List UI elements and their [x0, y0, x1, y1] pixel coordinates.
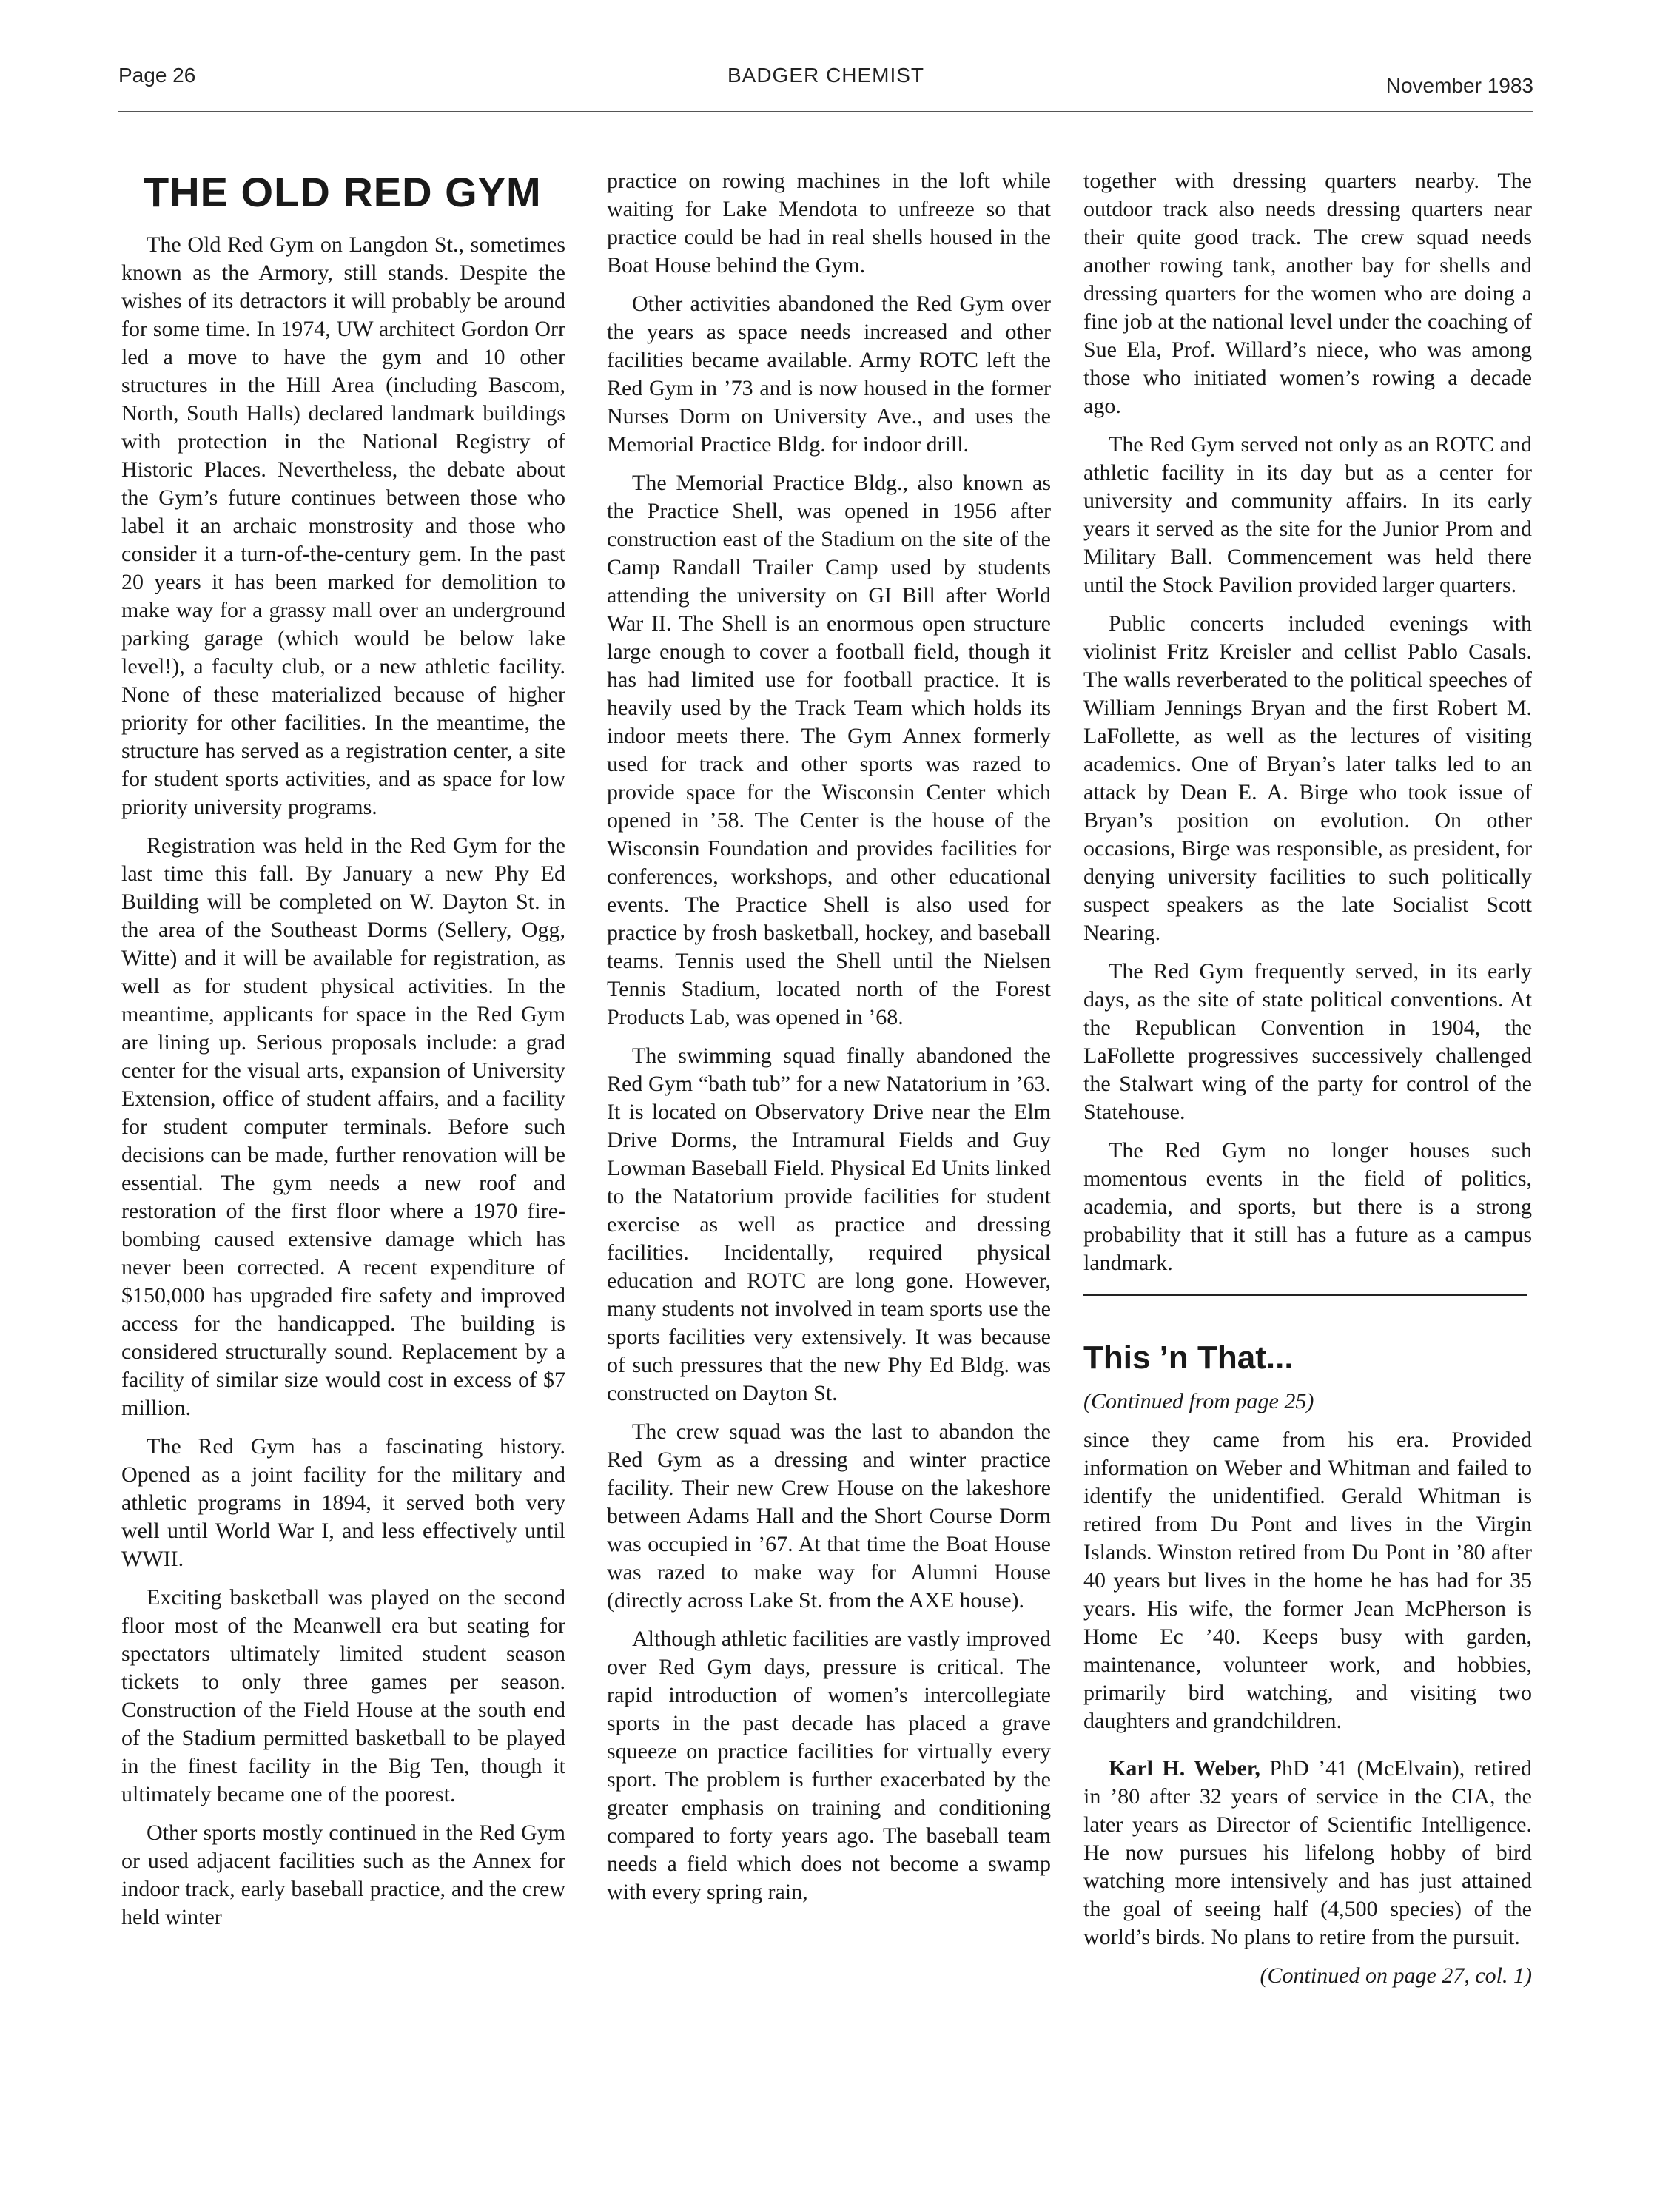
header-rule — [118, 111, 1533, 112]
article-paragraph: The swimming squad finally abandoned the Red Gym “bath tub” for a new Natatorium in ’63. It is located on Observatory Drive near the Elm Drive Dorms, the Intramural Fields and Guy Lowman Baseball Field. Physical Ed Units linked to the Natatorium provide facilities for student exercise as well as practice and dressing facilities. Incidentally, required physical education and ROTC are long gone. However, many students not involved in team sports use the sports facilities very extensively. It was because of such pressures that the new Phy Ed Bldg. was constructed on Dayton St. — [607, 1043, 1051, 1405]
continued-from-note: (Continued from page 25) — [1083, 1389, 1314, 1413]
page-number: Page 26 — [118, 64, 196, 87]
article-paragraph: The Red Gym no longer houses such momentous events in the field of politics, academia, and sports, but there is a strong probability that it still has a future as a campus landmark. — [1083, 1138, 1532, 1275]
sidebar-title: This ’n That... — [1083, 1339, 1294, 1376]
continued-on-note: (Continued on page 27, col. 1) — [1260, 1963, 1532, 1988]
article-paragraph: practice on rowing machines in the loft while waiting for Lake Mendota to unfreeze so that practice could be had in real shells housed in the Boat House behind the Gym. — [607, 169, 1051, 278]
article-paragraph: The Memorial Practice Bldg., also known as the Practice Shell, was opened in 1956 after construction east of the Stadium on the site of the Camp Randall Trailer Camp used by students attending the university on GI Bill after World War II. The Shell is an enormous open structure large enough to cover a football field, though it has had limited use for football practice. It is heavily used by the Track Team which holds its indoor meets there. The Gym Annex formerly used for track and other sports was razed to provide space for the Wisconsin Center which opened in ’58. The Center is the house of the Wisconsin Foundation and provides facilities for conferences, workshops, and other educational events. The Practice Shell is also used for practice by frosh basketball, hockey, and baseball teams. Tennis used the Shell until the Nielsen Tennis Stadium, located north of the Forest Products Lab, was opened in ’68. — [607, 471, 1051, 1029]
sidebar-paragraph: since they came from his era. Provided information on Weber and Whitman and failed to identify the unidentified. Gerald Whitman is retired from Du Pont and lives in the Virgin Islands. Winston retired from Du Pont in ’80 after 40 years but lives in the home he has had for 35 years. His wife, the former Jean McPherson is Home Ec ’40. Keeps busy with garden, maintenance, volunteer work, and hobbies, primarily bird watching, and visiting two daughters and grandchildren. — [1083, 1428, 1532, 1733]
article-paragraph: The Red Gym has a fascinating history. Opened as a joint facility for the military and athletic programs in 1894, it served both very well until World War I, and less effectively until WWII. — [121, 1434, 565, 1571]
sidebar-paragraph-text: PhD ’41 (McElvain), retired in ’80 after 32 years of service in the CIA, the later years as Director of Scientific Intelligence. He now pursues his lifelong hobby of bird watching more intensively and has just attained the goal of seeing half (4,500 species) of the world’s birds. No plans to retire from the pursuit. — [1083, 1756, 1533, 1949]
article-paragraph: together with dressing quarters nearby. The outdoor track also needs dressing quarters near their quite good track. The crew squad needs another rowing tank, another bay for shells and dressing quarters for the women who are doing a fine job at the national level under the coaching of Sue Ela, Prof. Willard’s niece, who was among those who initiated women’s rowing a decade ago. — [1083, 169, 1532, 418]
article-paragraph: The Red Gym frequently served, in its early days, as the site of state political conventions. At the Republican Convention in 1904, the LaFollette progressives successively challenged the Stalwart wing of the party for control of the Statehouse. — [1083, 959, 1532, 1124]
publication-name: BADGER CHEMIST — [727, 64, 925, 87]
article-paragraph: The Old Red Gym on Langdon St., sometimes known as the Armory, still stands. Despite the wishes of its detractors it will probably be around for some time. In 1974, UW architect Gordon Orr led a move to have the gym and 10 other structures in the Hill Area (including Bascom, North, South Halls) declared landmark buildings with protection in the National Registry of Historic Places. Nevertheless, the debate about the Gym’s future continues between those who label it an archaic monstrosity and those who consider it a turn-of-the-century gem. In the past 20 years it has been marked for demolition to make way for a grassy mall over an underground parking garage (which would be below lake level!), a faculty club, or a new athletic facility. None of these materialized because of higher priority for other facilities. In the meantime, the structure has served as a registration center, a site for student sports activities, and as space for low priority university programs. — [121, 232, 565, 819]
page-header — [118, 64, 1533, 101]
issue-date: November 1983 — [1385, 74, 1533, 97]
article-paragraph: Public concerts included evenings with violinist Fritz Kreisler and cellist Pablo Casals. The walls reverberated to the political speeches of William Jennings Bryan and the first Robert M. LaFollette, as well as the lectures of visiting academics. One of Bryan’s later talks led to an attack by Dean E. A. Birge who took issue of Bryan’s position on evolution. On other occasions, Birge was responsible, as president, for denying university facilities to such politically suspect speakers as the late Socialist Scott Nearing. — [1083, 611, 1532, 945]
article-paragraph: Registration was held in the Red Gym for the last time this fall. By January a new Phy Ed Building will be completed on W. Dayton St. in the area of the Southeast Dorms (Sellery, Ogg, Witte) and it will be available for registration, as well as for student physical activities. In the meantime, applicants for space in the Red Gym are lining up. Serious proposals include: a grad center for the visual arts, expansion of University Extension, office of student affairs, and a facility for student computer terminals. Before such decisions can be made, further renovation will be essential. The gym needs a new roof and restoration of the first floor where a 1970 fire-bombing caused extensive damage which has never been corrected. A recent expenditure of $150,000 has upgraded fire safety and improved access for the handicapped. The building is considered structurally sound. Replacement by a facility of similar size would cost in excess of $7 million. — [121, 833, 565, 1420]
article-paragraph: Other activities abandoned the Red Gym over the years as space needs increased and other facilities became available. Army ROTC left the Red Gym in ’73 and is now housed in the former Nurses Dorm on University Ave., and uses the Memorial Practice Bldg. for indoor drill. — [607, 292, 1051, 457]
person-name: Karl H. Weber, — [1109, 1756, 1260, 1781]
article-column-3 — [1083, 167, 1532, 1990]
article-column-2 — [607, 167, 1051, 1917]
article-paragraph: The crew squad was the last to abandon the Red Gym as a dressing and winter practice facility. Their new Crew House on the lakeshore between Adams Hall and the Short Course Dorm was occupied in ’67. At that time the Boat House was razed to make way for Alumni House (directly across Lake St. from the AXE house). — [607, 1419, 1051, 1613]
article-paragraph: Other sports mostly continued in the Red Gym or used adjacent facilities such as the Annex for indoor track, early baseball practice, and the crew held winter — [121, 1821, 565, 1929]
article-paragraph: Although athletic facilities are vastly improved over Red Gym days, pressure is critical. The rapid introduction of women’s intercollegiate sports in the past decade has placed a grave squeeze on practice facilities for virtually every sport. The problem is further exacerbated by the greater emphasis on training and conditioning compared to forty years ago. The baseball team needs a field which does not become a swamp with every spring rain, — [607, 1627, 1051, 1904]
section-divider — [1083, 1294, 1527, 1296]
article-column-1 — [121, 169, 565, 1942]
article-paragraph: Exciting basketball was played on the second floor most of the Meanwell era but seating for spectators ultimately limited student season tickets to only three games per season. Construction of the Field House at the south end of the Stadium permitted basketball to be played in the finest facility in the Big Ten, though it ultimately became one of the poorest. — [121, 1585, 565, 1806]
sidebar-paragraph — [1083, 1755, 1532, 1952]
article-paragraph: The Red Gym served not only as an ROTC and athletic facility in its day but as a center for university and community affairs. In its early years it served as the site for the Junior Prom and Military Ball. Commencement was held there until the Stock Pavilion provided larger quarters. — [1083, 432, 1532, 597]
article-title: THE OLD RED GYM — [144, 169, 542, 215]
